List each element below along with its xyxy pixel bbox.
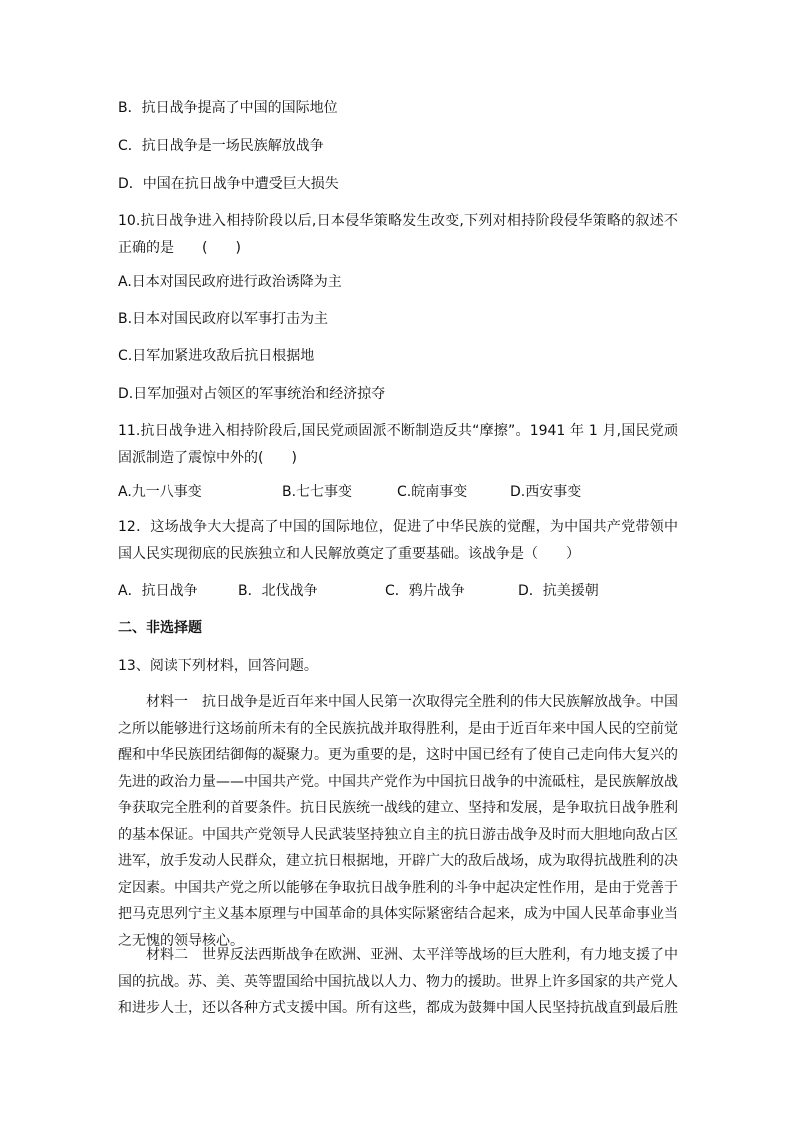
q9-option-c: C．抗日战争是一场民族解放战争 [118, 138, 324, 154]
q9-option-b: B．抗日战争提高了中国的国际地位 [118, 100, 338, 116]
q10-stem: 10.抗日战争进入相持阶段以后,日本侵华策略发生改变,下列对相持阶段侵华策略的叙述不正确的是 ( ) [118, 213, 678, 256]
q10-option-b: B.日本对国民政府以军事打击为主 [118, 311, 329, 327]
q12-option-d: D．抗美援朝 [518, 583, 599, 599]
q10-option-d: D.日军加强对占领区的军事统治和经济掠夺 [118, 386, 386, 402]
q11-option-d: D.西安事变 [510, 484, 582, 500]
material-two: 材料二 世界反法西斯战争在欧洲、亚洲、太平洋等战场的巨大胜利，有力地支援了中国的抗战。苏、美、英等盟国给中国抗战以人力、物力的援助。世界上许多国家的共产党人和进步人士，还以各种方式支援中国。所有这些，都成为鼓舞中国人民坚持抗战直到最后胜 [118, 947, 678, 1016]
q10-option-a: A.日本对国民政府进行政治诱降为主 [118, 274, 342, 290]
q12-stem: 12．这场战争大大提高了中国的国际地位，促进了中华民族的觉醒，为中国共产党带领中国人民实现彻底的民族独立和人民解放奠定了重要基础。该战争是（ ） [118, 519, 678, 562]
q13-stem: 13、阅读下列材料，回答问题。 [118, 658, 318, 674]
material-one: 材料一 抗日战争是近百年来中国人民第一次取得完全胜利的伟大民族解放战争。中国之所以能够进行这场前所未有的全民族抗战并取得胜利，是由于近百年来中国人民的空前觉醒和中华民族团结御侮的凝聚力。更为重要的是，这时中国已经有了使自己走向伟大复兴的先进的政治力量——中国共产党。中国共产党作为中国抗日战争的中流砥柱，是民族解放战争获取完全胜利的首要条件。抗日民族统一战线的建立、坚持和发展，是争取抗日战争胜利的基本保证。中国共产党领导人民武装坚持独立自主的抗日游击战争及时而大胆地向敌占区进军，放手发动人民群众，建立抗日根据地，开辟广大的敌后战场，成为取得抗战胜利的决定因素。中国共产党之所以能够在争取抗日战争胜利的斗争中起决定性作用，是由于党善于把马克思列宁主义基本原理与中国革命的具体实际紧密结合起来，成为中国人民革命事业当之无愧的领导核心。 [118, 694, 678, 949]
q12-option-c: C．鸦片战争 [385, 583, 465, 599]
q12-option-a: A．抗日战争 [118, 583, 198, 599]
q10-option-c: C.日军加紧进攻敌后抗日根据地 [118, 348, 315, 364]
q9-option-d: D．中国在抗日战争中遭受巨大损失 [118, 176, 339, 192]
q11-option-a: A.九一八事变 [118, 484, 202, 500]
q11-option-b: B.七七事变 [282, 484, 353, 500]
q12-option-b: B．北伐战争 [238, 583, 318, 599]
section-title-non-choice: 二、非选择题 [118, 620, 202, 636]
q11-option-c: C.皖南事变 [397, 484, 468, 500]
q11-stem: 11.抗日战争进入相持阶段后,国民党顽固派不断制造反共“摩擦”。1941 年 1 月,国民党顽固派制造了震惊中外的( ) [118, 423, 678, 466]
